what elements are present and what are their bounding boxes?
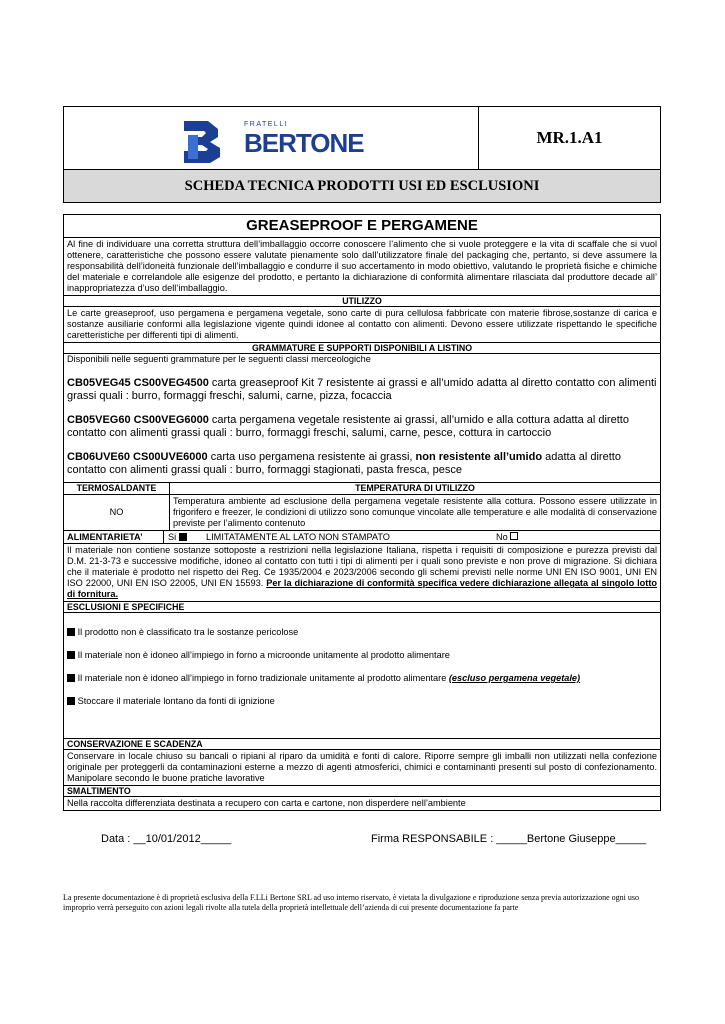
normativa-body: Il materiale non contiene sostanze sottoposte a restrizioni nella legislazione Italiana, rispetta i requisiti di composizione e purezza previsti dal D.M. 21-3-73 e successive modifiche, idoneo al contatto con tutti i tipi di alimenti per i quali sono previste e non prove di migrazione. Si dichiara che il materiale è prodotto nel rispetto dei Reg. Ce 1935/2004 e 2023/2006 secondo gli schemi previsti nelle norme UNI EN ISO 9001, UNI EN ISO 22000, UNI EN ISO 22005, UNI EN 15593. — [67, 545, 657, 588]
esclusioni-list — [64, 626, 660, 738]
table-row — [64, 494, 660, 530]
termosaldante-value: NO — [64, 495, 170, 530]
logo-area — [64, 107, 479, 169]
no-label: No — [496, 532, 508, 542]
signature-field: Firma RESPONSABILE : _____Bertone Giuseppe_____ — [371, 833, 647, 845]
legal-notice: La presente documentazione è di proprietà esclusiva della F.LLi Bertone SRL ad uso interno riservato, è vietata la divulgazione e riproduzione senza previa autorizzazione ogni uso improprio verrà perseguito con azioni legali rivolte alla tutela della proprietà intellettuale dell’azienda di cui presente documentazione fa parte — [63, 893, 639, 912]
list-item — [67, 672, 657, 684]
normativa-text — [64, 544, 660, 601]
brand-fratelli: FRATELLI — [244, 121, 289, 128]
product-title: GREASEPROOF E PERGAMENE — [64, 215, 660, 238]
esclusione-text: Il prodotto non è classificato tra le sostanze pericolose — [77, 627, 299, 637]
alimentarieta-label: ALIMENTARIETA’ — [67, 532, 143, 542]
smaltimento-text: Nella raccolta differenziata destinata a recupero con carta e cartone, non disperdere nell’ambiente — [67, 798, 466, 808]
alimentarieta-si — [163, 531, 206, 543]
product-desc: carta pergamena vegetale resistente ai grassi, all’umido e alla cottura adatta al diretto contatto con alimenti grassi quali : burro, formaggi freschi, salumi, carne, pesce, cottura in cartoccio — [67, 414, 629, 439]
product-desc-end: adatta al diretto contatto con alimenti grassi quali : burro, formaggi stagionati, pasta fresca, pesce — [67, 451, 621, 476]
spec-sheet — [63, 214, 661, 811]
product-desc-bold: non resistente all’umido — [415, 451, 543, 463]
product-code: CB05VEG60 CS00VEG6000 — [67, 414, 209, 426]
alimentarieta-no — [496, 531, 518, 543]
list-item — [67, 626, 657, 638]
product-desc: carta uso pergamena resistente ai grassi, — [207, 451, 416, 463]
grammature-heading: GRAMMATURE E SUPPORTI DISPONIBILI A LISTINO — [64, 342, 660, 354]
document-header — [63, 106, 661, 203]
esclusioni-heading: ESCLUSIONI E SPECIFICHE — [64, 601, 660, 613]
bullet-box-icon — [67, 674, 75, 682]
list-item — [67, 695, 657, 707]
utilizzo-text: Le carte greaseproof, uso pergamena e pergamena vegetale, sono carte di pura cellulosa fabbricate con materie fibrose,sostanze di carica e sostanze ausiliarie conformi alla legislazione vigente quindi idonee al contatto con alimenti. Devono essere utilizzate rispettando le specifiche caretteristiche per differenti tipi di alimenti. — [67, 308, 657, 340]
col-temperatura: TEMPERATURA DI UTILIZZO — [355, 483, 475, 493]
brand-name: BERTONE — [244, 128, 364, 158]
esclusione-text: Il materiale non è idoneo all’impiego in forno a microonde unitamente al prodotto alimentare — [77, 650, 450, 660]
bullet-box-icon — [67, 651, 75, 659]
bullet-box-icon — [67, 628, 75, 636]
utilizzo-heading: UTILIZZO — [64, 295, 660, 307]
product-item — [64, 414, 660, 440]
alimentarieta-row — [64, 530, 660, 544]
bullet-box-icon — [67, 697, 75, 705]
checked-box-icon — [179, 533, 187, 541]
normativa-note: Per la dichiarazione di conformità specifica vedere dichiarazione allegata al singolo lotto di fornitura. — [67, 578, 657, 599]
conservazione-heading: CONSERVAZIONE E SCADENZA — [64, 738, 660, 750]
list-item — [67, 649, 657, 661]
date-field: Data : __10/01/2012_____ — [101, 833, 232, 845]
product-item — [64, 377, 660, 403]
product-code: CB05VEG45 CS00VEG4500 — [67, 377, 209, 389]
temperatura-value: Temperatura ambiente ad esclusione della pergamena vegetale resistente alla cottura. Possono essere utilizzate in frigorifero e freezer, le condizioni di utilizzo sono comunque vincolate alle temperature e alle modalità di conservazione previste per l’alimento contenuto — [173, 496, 657, 528]
intro-text: Al fine di individuare una corretta struttura dell’imballaggio occorre conoscere l’alimento che si vuole proteggere e la vita di scaffale che si vuol ottenere, caratteristiche che possono essere valutate pienamente solo dall’utilizzatore finale del packaging che, pertanto, si deve assumere la responsabilità dell’idoneità funzionale dell’imballaggio e condurre il suo accertamento in modo obiettivo, valutando le proprietà fisiche e chimiche del materiale e correlandole alle esigenze del prodotto, e pertanto la dichiarazione di conformità alimentare rilasciata dal produttore decade all’ inappropriatezza d’uso dell’imballaggio. — [67, 239, 657, 293]
esclusione-text: Il materiale non è idoneo all’impiego in forno tradizionale unitamente al prodotto alimentare — [77, 673, 449, 683]
document-subtitle: SCHEDA TECNICA PRODOTTI USI ED ESCLUSIONI — [64, 169, 660, 202]
col-termosaldante: TERMOSALDANTE — [64, 483, 170, 494]
si-label: Si — [168, 532, 177, 542]
smaltimento-heading: SMALTIMENTO — [64, 785, 660, 797]
document-code: MR.1.A1 — [536, 128, 603, 147]
product-desc: carta greaseproof Kit 7 resistente ai grassi e all’umido adatta al diretto contatto con alimenti grassi quali : burro, formaggi freschi, salumi, carne, pizza, focaccia — [67, 377, 657, 402]
esclusione-note: (escluso pergamena vegetale) — [448, 673, 581, 683]
bertone-logo-icon — [180, 115, 230, 165]
product-item — [64, 451, 660, 477]
table-header-row — [64, 482, 660, 494]
esclusione-text: Stoccare il materiale lontano da fonti di ignizione — [77, 696, 275, 706]
unchecked-box-icon — [510, 532, 518, 540]
grammature-intro: Disponibili nelle seguenti grammature per le seguenti classi merceologiche — [67, 354, 371, 364]
product-code: CB06UVE60 CS00UVE6000 — [67, 451, 208, 463]
alimentarieta-note: LIMITATAMENTE AL LATO NON STAMPATO — [206, 532, 390, 542]
conservazione-text: Conservare in locale chiuso su bancali o ripiani al riparo da umidità e fonti di calore. Riporre sempre gli imballi non utilizzati nella confezione originale per proteggerli da contaminazioni esterne a mezzo di agenti atmosferici, chimici e contaminanti presenti sul posto di confezionamento. Manipolare secondo le buone pratiche lavorative — [67, 751, 657, 783]
